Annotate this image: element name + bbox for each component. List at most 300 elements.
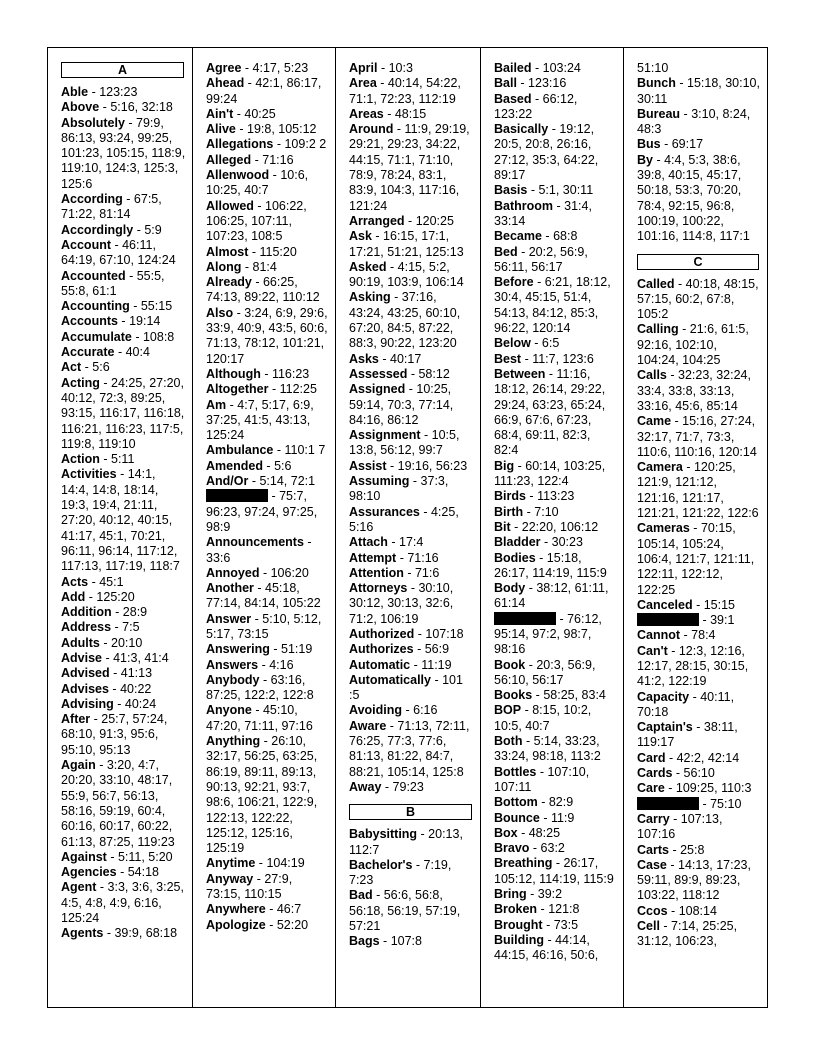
index-term: Anytime <box>206 856 256 871</box>
index-term: Already <box>206 275 252 290</box>
index-term: Bounce <box>494 810 540 825</box>
index-entry: Became - 68:8 <box>494 229 578 244</box>
page-line-refs: 11:9 <box>550 810 575 825</box>
page-line-refs: 107:8 <box>390 934 422 949</box>
index-entry: Annoyed - 106:20 <box>206 565 309 580</box>
index-entry: Authorizes - 56:9 <box>349 642 450 657</box>
index-term: Best <box>494 351 522 366</box>
index-entry: Bunch - 15:18, 30:10, 30:11 <box>637 76 760 106</box>
page-line-refs: 40:14, 54:22, 71:1, 72:23, 112:19 <box>349 76 461 106</box>
index-term: Area <box>349 76 377 91</box>
page-line-refs: 12:3, 12:16, 12:17, 28:15, 30:15, 41:2, 122:19 <box>637 643 749 689</box>
page-line-refs: 5:14, 72:1 <box>259 474 316 489</box>
index-entry: Alive - 19:8, 105:12 <box>206 122 317 137</box>
page-line-refs: 101 :5 <box>349 672 463 703</box>
index-term: Assessed <box>349 366 408 381</box>
index-entry: Add - 125:20 <box>61 589 135 604</box>
page-line-refs: 45:18, 77:14, 84:14, 105:22 <box>206 581 321 611</box>
index-entry: Automatic - 11:19 <box>349 657 452 672</box>
index-term: Along <box>206 259 242 274</box>
index-entry: Bodies - 15:18, 26:17, 114:19, 115:9 <box>494 550 607 580</box>
index-term: Bad <box>349 888 373 903</box>
index-entry: Bureau - 3:10, 8:24, 48:3 <box>637 106 751 137</box>
page-line-refs: 15:18, 26:17, 114:19, 115:9 <box>494 550 607 580</box>
index-entry: Answers - 4:16 <box>206 657 294 672</box>
page-line-refs: 40:18, 48:15, 57:15, 60:2, 67:8, 105:2 <box>637 276 759 322</box>
index-term: Although <box>206 366 261 381</box>
index-entry: Anybody - 63:16, 87:25, 122:2, 122:8 <box>206 672 314 703</box>
index-entry: Below - 6:5 <box>494 336 560 351</box>
page-line-refs: 107:13, 107:16 <box>637 811 723 842</box>
page-line-refs: 17:4 <box>399 535 424 550</box>
index-entry: Ccos - 108:14 <box>637 903 717 918</box>
index-entry: Case - 14:13, 17:23, 59:11, 89:9, 89:23, 103:22, 118:12 <box>637 857 751 903</box>
index-entry: Already - 66:25, 74:13, 89:22, 110:12 <box>206 275 320 305</box>
page-line-refs: 5:10, 5:12, 5:17, 73:15 <box>206 611 322 641</box>
index-entry: Accounting - 55:15 <box>61 299 173 314</box>
index-entry: Bravo - 63:2 <box>494 841 565 856</box>
index-term: Bus <box>637 137 661 152</box>
page-line-refs: 3:3, 3:6, 3:25, 4:5, 4:8, 4:9, 6:16, 125:24 <box>61 880 184 926</box>
index-term: Capacity <box>637 689 690 704</box>
index-entry: Asked - 4:15, 5:2, 90:19, 103:9, 106:14 <box>349 259 464 290</box>
index-term: Avoiding <box>349 703 403 718</box>
page-line-refs: 25:8 <box>680 842 705 857</box>
index-entry: Against - 5:11, 5:20 <box>61 849 173 864</box>
index-entry: Assigned - 10:25, 59:14, 70:3, 77:14, 84:16, 86:12 <box>349 382 454 427</box>
redaction-block <box>637 613 699 626</box>
index-term: Can't <box>637 643 668 658</box>
index-term: Breathing <box>494 856 553 871</box>
page-line-refs: 11:9, 29:19, 29:21, 29:23, 34:22, 44:15, 71:1, 71:10, 78:9, 78:24, 83:1, 83:9, 104:3, 117:16, 121:24 <box>349 122 470 213</box>
index-entry: Bailed - 103:24 <box>494 61 581 75</box>
page-line-refs: 15:15 <box>703 597 735 612</box>
index-term: Adults <box>61 635 100 650</box>
index-entry: Can't - 12:3, 12:16, 12:17, 28:15, 30:15, 41:2, 122:19 <box>637 643 749 689</box>
index-entry: Address - 7:5 <box>61 620 140 635</box>
page-line-refs: 123:16 <box>528 76 567 91</box>
index-term: Attention <box>349 565 404 580</box>
index-entry: Care - 109:25, 110:3 <box>637 781 752 796</box>
index-term: Cell <box>637 919 660 934</box>
page-line-refs: 120:25 <box>415 213 454 228</box>
page-line-refs: 5:6 <box>92 360 110 375</box>
page-line-refs: 15:16, 27:24, 32:17, 71:7, 73:3, 110:6, 110:16, 120:14 <box>637 414 757 459</box>
index-term: Ccos <box>637 903 668 918</box>
index-entry: Asking - 37:16, 43:24, 43:25, 60:10, 67:20, 84:5, 87:22, 88:3, 90:22, 123:20 <box>349 290 461 351</box>
index-entry: Anytime - 104:19 <box>206 856 305 871</box>
index-term: Bunch <box>637 76 676 91</box>
index-entry: Assignment - 10:5, 13:8, 56:12, 99:7 <box>349 428 460 458</box>
index-entry: Body - 38:12, 61:11, 61:14 <box>494 581 609 611</box>
page-line-refs: 82:9 <box>548 795 574 810</box>
index-entry: Again - 3:20, 4:7, 20:20, 33:10, 48:17, 55:9, 56:7, 56:13, 58:16, 59:19, 60:4, 60:16, 60:17, 60:22, 61:13, 87:25, 119:23 <box>61 758 175 849</box>
page-line-refs: 40:22 <box>120 681 152 696</box>
index-entry: BOP - 8:15, 10:2, 10:5, 40:7 <box>494 703 592 733</box>
page-line-refs: 46:11, 64:19, 67:10, 124:24 <box>61 237 176 268</box>
index-entry: Cards - 56:10 <box>637 766 715 781</box>
index-entry: Basis - 5:1, 30:11 <box>494 183 594 198</box>
page-line-refs: 116:23 <box>271 366 310 381</box>
index-column-4 <box>481 48 624 1007</box>
index-entry: Box - 48:25 <box>494 825 561 840</box>
index-term: Also <box>206 305 234 320</box>
index-term: Agent <box>61 880 97 895</box>
index-term: Add <box>61 589 86 604</box>
page-line-refs: 108:8 <box>142 329 175 344</box>
index-entry: Attempt - 71:16 <box>349 550 439 565</box>
index-term: Cards <box>637 766 673 781</box>
index-entry: Anything - 26:10, 32:17, 56:25, 63:25, 86:19, 89:11, 89:13, 90:13, 92:21, 93:7, 98:6, 106:21, 122:9, 122:13, 122:22, 125:12, 125:16, 125:19 <box>206 734 318 856</box>
index-term: Came <box>637 414 672 429</box>
index-term: Action <box>61 452 100 467</box>
index-term: Bottom <box>494 795 538 810</box>
page-line-refs: 30:23 <box>551 535 583 550</box>
section-letter-header: C <box>637 254 759 270</box>
page-line-refs: 76:12, 95:14, 97:2, 98:7, 98:16 <box>494 611 602 657</box>
index-entry: Automatically - 101 :5 <box>349 672 463 703</box>
index-term: Agencies <box>61 865 117 880</box>
page-line-refs: 21:6, 61:5, 92:16, 102:10, 104:24, 104:25 <box>637 322 749 368</box>
index-term: Accounted <box>61 268 126 283</box>
index-page <box>47 47 768 1008</box>
page-line-refs: 4:15, 5:2, 90:19, 103:9, 106:14 <box>349 259 464 290</box>
page-line-refs: 41:3, 41:4 <box>113 650 169 665</box>
index-term: Case <box>637 857 667 872</box>
page-line-refs: 38:12, 61:11, 61:14 <box>494 581 609 611</box>
index-entry: Bags - 107:8 <box>349 934 422 949</box>
index-entry: Acting - 24:25, 27:20, 40:12, 72:3, 89:25, 93:15, 116:17, 116:18, 116:21, 116:23, 117:5, 119:8, 119:10 <box>61 375 185 451</box>
index-term: Automatically <box>349 672 431 687</box>
page-line-refs: 79:9, 86:13, 93:24, 99:25, 101:23, 105:15, 118:9, 119:10, 124:3, 125:3, 125:6 <box>61 115 186 191</box>
index-term: Assurances <box>349 504 420 519</box>
index-entry: Also - 3:24, 6:9, 29:6, 33:9, 40:9, 43:5, 60:6, 71:13, 78:12, 101:21, 120:17 <box>206 305 328 366</box>
page-line-refs: 7:5 <box>122 620 140 635</box>
index-term: Birds <box>494 489 526 504</box>
index-entry: Breathing - 26:17, 105:12, 114:19, 115:9 <box>494 856 614 886</box>
index-entry: Book - 20:3, 56:9, 56:10, 56:17 <box>494 657 596 687</box>
index-term: April <box>349 61 378 75</box>
index-term: Advising <box>61 696 114 711</box>
index-entry: Canceled - 15:15 <box>637 597 735 612</box>
page-line-refs: 6:16 <box>413 703 438 718</box>
index-entry: Asks - 40:17 <box>349 351 422 366</box>
section-letter-header: B <box>349 804 472 820</box>
index-term: Brought <box>494 917 543 932</box>
index-entry: Bladder - 30:23 <box>494 535 583 550</box>
index-term: Body <box>494 581 526 596</box>
index-entry: Ball - 123:16 <box>494 76 567 91</box>
page-line-refs: 60:14, 103:25, 111:23, 122:4 <box>494 458 606 489</box>
index-term: Acting <box>61 375 100 390</box>
page-line-refs: 6:5 <box>541 336 560 351</box>
page-line-refs: 11:7, 123:6 <box>532 351 594 366</box>
page-line-refs: 5:11 <box>111 452 135 467</box>
index-entry: Area - 40:14, 54:22, 71:1, 72:23, 112:19 <box>349 76 461 106</box>
index-entry: Accounts - 19:14 <box>61 314 161 329</box>
page-line-refs: 5:14, 33:23, 33:24, 98:18, 113:2 <box>494 734 601 764</box>
page-line-refs: 27:9, 73:15, 110:15 <box>206 871 293 902</box>
index-term: Cameras <box>637 521 690 536</box>
index-entry: Allowed - 106:22, 106:25, 107:11, 107:23, 108:5 <box>206 198 307 244</box>
index-entry: Assessed - 58:12 <box>349 366 450 381</box>
page-line-refs: 16:15, 17:1, 17:21, 51:21, 125:13 <box>349 229 464 259</box>
index-term: Address <box>61 620 112 635</box>
page-line-refs: 79:23 <box>392 779 424 794</box>
page-line-refs: 39:1 <box>710 613 735 628</box>
page-line-refs: 103:24 <box>542 61 581 75</box>
index-term: Allegations <box>206 137 274 152</box>
index-term: After <box>61 712 91 727</box>
index-entry: - 39:1 <box>637 613 761 628</box>
index-entry: Able - 123:23 <box>61 85 138 99</box>
index-entry: Arranged - 120:25 <box>349 213 454 228</box>
index-term: Accumulate <box>61 329 132 344</box>
index-entry: Basically - 19:12, 20:5, 20:8, 26:16, 27:12, 35:3, 64:22, 89:17 <box>494 122 599 183</box>
index-term: Advise <box>61 650 102 665</box>
index-term: Against <box>61 849 107 864</box>
page-line-refs: 68:8 <box>553 229 578 244</box>
index-entry: Allegations - 109:2 2 <box>206 137 327 152</box>
index-entry: Apologize - 52:20 <box>206 917 309 932</box>
index-entry: Brought - 73:5 <box>494 917 579 932</box>
page-line-refs: 4:17, 5:23 <box>252 61 309 75</box>
index-term: Anyone <box>206 703 252 718</box>
page-line-refs: 5:16, 32:18 <box>110 100 173 115</box>
index-entry: Alleged - 71:16 <box>206 152 294 167</box>
page-line-refs: 71:16 <box>407 550 439 565</box>
page-line-refs: 37:3, 98:10 <box>349 474 449 504</box>
index-term: Between <box>494 366 546 381</box>
page-line-refs: 45:1 <box>99 574 124 589</box>
index-term: Anyway <box>206 871 254 886</box>
page-line-refs: 41:13 <box>120 666 153 681</box>
page-line-refs: 51:10 <box>637 61 669 75</box>
index-column-5 <box>624 48 767 1007</box>
page-line-refs: 66:12, 123:22 <box>494 91 578 121</box>
index-entry: Answering - 51:19 <box>206 642 313 657</box>
index-entry: Accurate - 40:4 <box>61 345 150 360</box>
page-line-refs: 66:25, 74:13, 89:22, 110:12 <box>206 275 320 305</box>
page-line-refs: 20:3, 56:9, 56:10, 56:17 <box>494 657 596 687</box>
page-line-refs: 63:2 <box>540 841 565 856</box>
page-line-refs: 7:19, 7:23 <box>349 857 452 888</box>
index-entry: Anyway - 27:9, 73:15, 110:15 <box>206 871 293 902</box>
page-line-refs: 15:18, 30:10, 30:11 <box>637 76 760 106</box>
index-entry: Cameras - 70:15, 105:14, 105:24, 106:4, 121:7, 121:11, 122:11, 122:12, 122:25 <box>637 521 755 597</box>
index-term: Basically <box>494 122 549 137</box>
index-term: Asking <box>349 290 391 305</box>
index-term: Ain't <box>206 106 234 121</box>
index-term: Annoyed <box>206 565 260 580</box>
index-term: Big <box>494 458 515 473</box>
index-entry: Advised - 41:13 <box>61 666 153 681</box>
page-line-refs: 20:13, 112:7 <box>349 827 463 857</box>
index-term: Away <box>349 779 382 794</box>
index-term: Another <box>206 581 254 596</box>
page-line-refs: 40:24 <box>124 696 157 711</box>
index-entry: Assist - 19:16, 56:23 <box>349 458 468 473</box>
index-entry: Amended - 5:6 <box>206 458 292 473</box>
index-term: Bags <box>349 934 380 949</box>
page-line-refs: 7:10 <box>534 504 559 519</box>
index-entry: Card - 42:2, 42:14 <box>637 750 740 765</box>
index-entry: Agent - 3:3, 3:6, 3:25, 4:5, 4:8, 4:9, 6:16, 125:24 <box>61 880 184 926</box>
index-term: Accurate <box>61 345 115 360</box>
page-line-refs: 125:20 <box>96 589 135 604</box>
index-term: Bureau <box>637 106 681 121</box>
index-entry: Capacity - 40:11, 70:18 <box>637 689 735 719</box>
index-term: Arranged <box>349 213 405 228</box>
index-term: Called <box>637 276 675 291</box>
index-term: Anybody <box>206 672 260 687</box>
index-term: Accordingly <box>61 222 134 237</box>
index-entry: Another - 45:18, 77:14, 84:14, 105:22 <box>206 581 321 611</box>
index-term: Authorizes <box>349 642 414 657</box>
page-line-refs: 31:4, 33:14 <box>494 198 592 228</box>
index-entry: Carts - 25:8 <box>637 842 705 857</box>
page-line-refs: 39:2 <box>537 887 563 902</box>
index-entry: Called - 40:18, 48:15, 57:15, 60:2, 67:8, 105:2 <box>637 276 759 322</box>
page-line-refs: 40:17 <box>390 351 422 366</box>
index-entry: Ask - 16:15, 17:1, 17:21, 51:21, 125:13 <box>349 229 464 259</box>
page-line-refs: 55:5, 55:8, 61:1 <box>61 268 165 298</box>
index-term: Became <box>494 229 542 244</box>
index-term: Camera <box>637 460 683 475</box>
index-term: Card <box>637 750 666 765</box>
index-entry: Calling - 21:6, 61:5, 92:16, 102:10, 104:24, 104:25 <box>637 322 749 368</box>
index-entry: Accumulate - 108:8 <box>61 329 175 344</box>
index-entry: Agree - 4:17, 5:23 <box>206 61 309 75</box>
index-term: Almost <box>206 244 249 259</box>
page-line-refs: 45:10, 47:20, 71:11, 97:16 <box>206 703 313 733</box>
index-entry: Captain's - 38:11, 119:17 <box>637 720 738 750</box>
index-term: Answering <box>206 642 270 657</box>
index-entry: Bachelor's - 7:19, 7:23 <box>349 857 452 888</box>
page-line-refs: 58:12 <box>418 366 450 381</box>
index-column-2 <box>193 48 336 1007</box>
index-entry: Ahead - 42:1, 86:17, 99:24 <box>206 76 322 106</box>
index-entry: Activities - 14:1, 14:4, 14:8, 18:14, 19:3, 19:4, 21:11, 27:20, 40:12, 40:15, 41:17, 45:1, 70:21, 96:11, 96:14, 117:12, 117:13, 117:19, 118:7 <box>61 467 180 574</box>
page-line-refs: 40:25 <box>244 106 276 121</box>
page-line-refs: 56:9 <box>424 642 450 657</box>
page-line-refs: 51:19 <box>281 642 313 657</box>
index-term: Calling <box>637 322 679 337</box>
index-term: Books <box>494 688 533 703</box>
index-term: Bravo <box>494 841 530 856</box>
index-term: Allowed <box>206 198 254 213</box>
page-line-refs: 4:25, 5:16 <box>349 504 459 534</box>
page-line-refs: 3:10, 8:24, 48:3 <box>637 106 751 137</box>
index-term: Aware <box>349 718 387 733</box>
index-term: Bladder <box>494 535 541 550</box>
page-line-refs: 14:13, 17:23, 59:11, 89:9, 89:23, 103:22, 118:12 <box>637 857 751 903</box>
index-term: Alive <box>206 122 236 137</box>
index-term: Book <box>494 657 526 672</box>
index-entry: Ain't - 40:25 <box>206 106 276 121</box>
index-entry: Around - 11:9, 29:19, 29:21, 29:23, 34:22, 44:15, 71:1, 71:10, 78:9, 78:24, 83:1, 83:9, 104:3, 117:16, 121:24 <box>349 122 470 213</box>
index-entry: Am - 4:7, 5:17, 6:9, 37:25, 41:5, 43:13, 125:24 <box>206 397 314 443</box>
index-term: And/Or <box>206 474 249 489</box>
index-term: Carry <box>637 811 670 826</box>
page-line-refs: 28:9 <box>122 605 148 620</box>
page-line-refs: 109:25, 110:3 <box>675 781 752 796</box>
page-line-refs: 19:12, 20:5, 20:8, 26:16, 27:12, 35:3, 64:22, 89:17 <box>494 122 599 183</box>
index-term: Broken <box>494 902 538 917</box>
index-term: Bottles <box>494 764 537 779</box>
index-term: Bodies <box>494 550 536 565</box>
index-term: Assuming <box>349 474 410 489</box>
index-entry: Books - 58:25, 83:4 <box>494 688 606 703</box>
index-entry <box>637 61 761 76</box>
page-line-refs: 10:6, 10:25, 40:7 <box>206 168 309 198</box>
index-entry: Big - 60:14, 103:25, 111:23, 122:4 <box>494 458 606 489</box>
index-term: Authorized <box>349 626 415 641</box>
index-term: Ahead <box>206 76 245 91</box>
index-term: Advised <box>61 666 110 681</box>
page-line-refs: 110:1 7 <box>284 443 326 458</box>
index-term: Bathroom <box>494 198 554 213</box>
index-term: Again <box>61 758 96 773</box>
index-entry: Above - 5:16, 32:18 <box>61 100 173 115</box>
page-line-refs: 78:4 <box>691 628 716 643</box>
page-line-refs: 107:10, 107:11 <box>494 764 590 794</box>
index-entry: Both - 5:14, 33:23, 33:24, 98:18, 113:2 <box>494 734 601 764</box>
index-term: Ambulance <box>206 443 274 458</box>
index-term: Ask <box>349 229 372 244</box>
index-entry: Altogether - 112:25 <box>206 382 317 397</box>
index-entry: Birds - 113:23 <box>494 489 575 504</box>
page-line-refs: 11:16, 18:12, 26:14, 29:22, 29:24, 63:23, 65:24, 66:9, 67:6, 67:23, 68:4, 69:11, 82:3, 82:4 <box>494 366 606 458</box>
index-term: Bed <box>494 244 518 259</box>
index-entry: Attention - 71:6 <box>349 565 440 580</box>
page-line-refs: 30:10, 30:12, 30:13, 32:6, 71:2, 106:19 <box>349 581 454 626</box>
page-line-refs: 24:25, 27:20, 40:12, 72:3, 89:25, 93:15, 116:17, 116:18, 116:21, 116:23, 117:5, 119:8, 119:10 <box>61 375 185 451</box>
page-line-refs: 6:21, 18:12, 30:4, 45:15, 51:4, 54:13, 84:12, 85:3, 96:22, 120:14 <box>494 275 611 336</box>
index-entry: Cell - 7:14, 25:25, 31:12, 106:23, <box>637 919 738 949</box>
page-line-refs: 48:15 <box>394 106 427 121</box>
page-line-refs: 40:11, 70:18 <box>637 689 735 719</box>
index-entry: Acts - 45:1 <box>61 574 124 589</box>
page-line-refs: 75:10 <box>710 796 742 811</box>
page-line-refs: 4:7, 5:17, 6:9, 37:25, 41:5, 43:13, 125:24 <box>206 397 314 443</box>
index-entry: Bounce - 11:9 <box>494 810 575 825</box>
page-line-refs: 112:25 <box>279 382 317 397</box>
index-entry: Answer - 5:10, 5:12, 5:17, 73:15 <box>206 611 322 641</box>
page-line-refs: 44:14, 44:15, 46:16, 50:6, <box>494 932 599 963</box>
page-line-refs: 14:1, 14:4, 14:8, 18:14, 19:3, 19:4, 21:11, 27:20, 40:12, 40:15, 41:17, 45:1, 70:21, 96:11, 96:14, 117:12, 117:13, 117:19, 118:7 <box>61 467 180 574</box>
page-line-refs: 26:10, 32:17, 56:25, 63:25, 86:19, 89:11, 89:13, 90:13, 92:21, 93:7, 98:6, 106:21, 122:9, 122:13, 122:22, 125:12, 125:16, 125:19 <box>206 734 318 856</box>
index-entry: Calls - 32:23, 32:24, 33:4, 33:8, 33:13, 33:16, 45:6, 85:14 <box>637 368 751 413</box>
index-entry: Bed - 20:2, 56:9, 56:11, 56:17 <box>494 244 588 274</box>
index-entry: Agencies - 54:18 <box>61 865 159 880</box>
page-line-refs: 58:25, 83:4 <box>543 688 606 703</box>
index-entry: Assuming - 37:3, 98:10 <box>349 474 449 504</box>
page-line-refs: 37:16, 43:24, 43:25, 60:10, 67:20, 84:5, 87:22, 88:3, 90:22, 123:20 <box>349 290 461 351</box>
index-term: Able <box>61 85 89 99</box>
page-line-refs: 70:15, 105:14, 105:24, 106:4, 121:7, 121:11, 122:11, 122:12, 122:25 <box>637 521 755 597</box>
index-term: Allenwood <box>206 168 270 183</box>
index-term: According <box>61 192 123 207</box>
index-term: Account <box>61 237 111 252</box>
page-line-refs: 19:16, 56:23 <box>397 458 468 473</box>
page-line-refs: 121:8 <box>548 902 580 917</box>
index-entry: - 75:10 <box>637 797 761 812</box>
page-line-refs: 75:7, 96:23, 97:24, 97:25, 98:9 <box>206 489 318 534</box>
index-entry: Announcements - 33:6 <box>206 535 312 565</box>
index-entry: Areas - 48:15 <box>349 106 427 121</box>
page-line-refs: 5:6 <box>274 458 292 473</box>
